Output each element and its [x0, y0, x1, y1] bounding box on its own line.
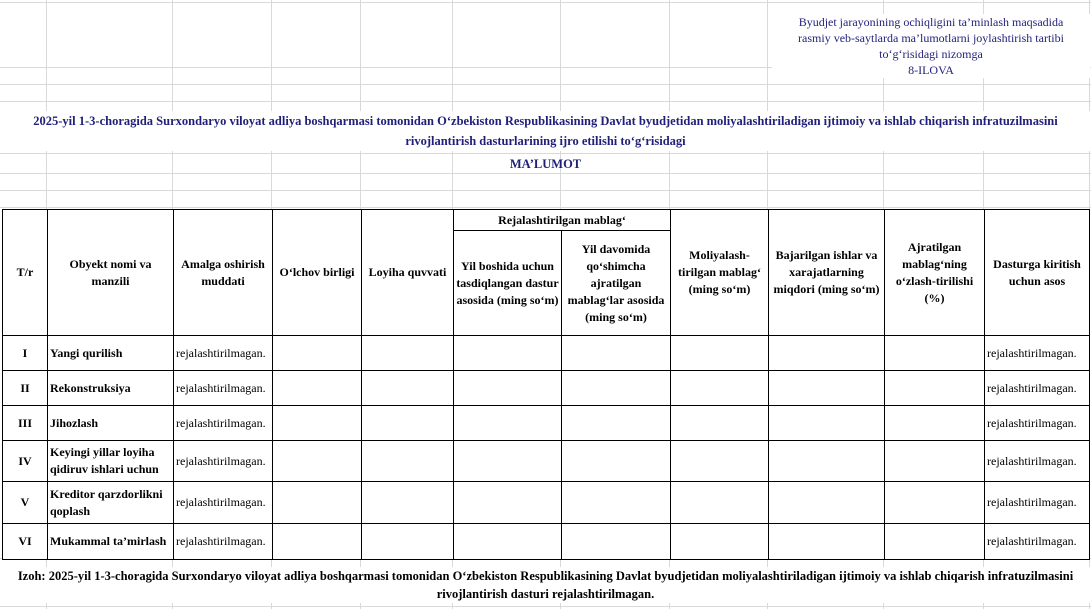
table-row: [3, 371, 1090, 406]
table-row: [3, 406, 1090, 441]
row-number: VI: [3, 524, 48, 560]
header-planned-group: Rejalashtirilgan mablag‘: [454, 210, 671, 231]
row-object: Keyingi yillar loyiha qidiruv ishlari uchun: [48, 441, 174, 482]
row-basis: rejalashtirilmagan.: [985, 524, 1090, 560]
row-deadline: rejalashtirilmagan.: [174, 524, 273, 560]
table-row: [3, 524, 1090, 560]
header-planned-during: Yil davomida qo‘shimcha ajratilgan mablag‘lar asosida (ming so‘m): [562, 231, 671, 336]
header-capacity: Loyiha quvvati: [362, 210, 454, 336]
row-basis: rejalashtirilmagan.: [985, 371, 1090, 406]
row-deadline: rejalashtirilmagan.: [174, 441, 273, 482]
row-number: IV: [3, 441, 48, 482]
row-number: III: [3, 406, 48, 441]
row-number: V: [3, 482, 48, 524]
header-completed: Bajarilgan ishlar va xarajatlarning miqdori (ming so‘m): [769, 210, 885, 336]
footnote: [0, 567, 1091, 603]
row-deadline: rejalashtirilmagan.: [174, 371, 273, 406]
row-object: Mukammal ta’mirlash: [48, 524, 174, 560]
header-financed: Moliyalash-tirilgan mablag‘ (ming so‘m): [671, 210, 769, 336]
row-basis: rejalashtirilmagan.: [985, 406, 1090, 441]
header-object: Obyekt nomi va manzili: [48, 210, 174, 336]
annex-note-line: Byudjet jarayonining ochiqligini ta’minlash maqsadida: [798, 15, 1064, 29]
title-line: rivojlantirish dasturlarining ijro etilishi to‘g‘risidagi: [405, 134, 686, 148]
row-basis: rejalashtirilmagan.: [985, 482, 1090, 524]
program-table: [2, 209, 1090, 560]
header-unit: O‘lchov birligi: [273, 210, 362, 336]
document-title: [0, 111, 1091, 151]
title-line: 2025-yil 1-3-choragida Surxondaryo viloyat adliya boshqarmasi tomonidan O‘zbekiston Respublikasining Davlat byudjetidan moliyalashtiriladigan ijtimoiy va ishlab chiqarish infratuzilmasini: [33, 114, 1058, 128]
row-basis: rejalashtirilmagan.: [985, 336, 1090, 371]
row-deadline: rejalashtirilmagan.: [174, 482, 273, 524]
row-deadline: rejalashtirilmagan.: [174, 336, 273, 371]
table-row: [3, 482, 1090, 524]
annex-number: 8-ILOVA: [908, 63, 954, 77]
row-number: I: [3, 336, 48, 371]
row-number: II: [3, 371, 48, 406]
row-object: Yangi qurilish: [48, 336, 174, 371]
header-utilization: Ajratilgan mablag‘ning o‘zlash-tirilishi (%): [885, 210, 985, 336]
row-basis: rejalashtirilmagan.: [985, 441, 1090, 482]
header-basis: Dasturga kiritish uchun asos: [985, 210, 1090, 336]
annex-note: [772, 14, 1090, 78]
header-tr: T/r: [3, 210, 48, 336]
header-deadline: Amalga oshirish muddati: [174, 210, 273, 336]
annex-note-line: to‘g‘risidagi nizomga: [879, 47, 983, 61]
row-object: Jihozlash: [48, 406, 174, 441]
row-object: Rekonstruksiya: [48, 371, 174, 406]
footnote-line: Izoh: 2025-yil 1-3-choragida Surxondaryo viloyat adliya boshqarmasi tomonidan O‘zbekiston Respublikasining Davlat byudjetidan moliyalashtiriladigan ijtimoiy va ishlab chiqarish infratuzilmasini: [17, 569, 1074, 583]
header-planned-start: Yil boshida uchun tasdiqlangan dastur asosida (ming so‘m): [454, 231, 562, 336]
document-subtitle: MA’LUMOT: [509, 157, 582, 171]
row-object: Kreditor qarzdorlikni qoplash: [48, 482, 174, 524]
footnote-line: rivojlantirish dasturi rejalashtirilmagan.: [436, 587, 655, 601]
table-row: [3, 336, 1090, 371]
row-deadline: rejalashtirilmagan.: [174, 406, 273, 441]
annex-note-line: rasmiy veb-saytlarda ma’lumotlarni joylashtirish tartibi: [798, 31, 1064, 45]
table-row: [3, 441, 1090, 482]
